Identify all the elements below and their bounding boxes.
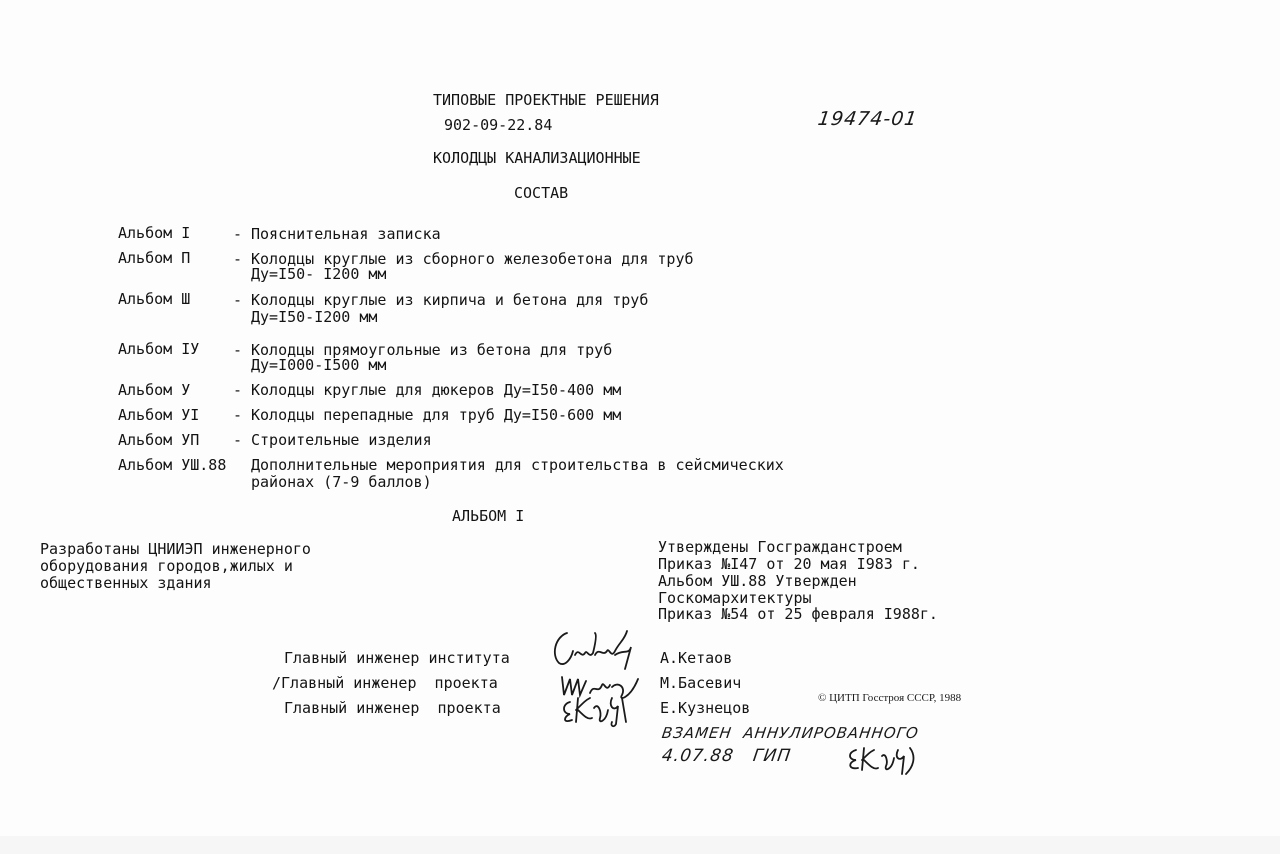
approved-by-line: Утверждены Госгражданстроем [658, 538, 902, 556]
approved-by-line: Приказ №54 от 25 февраля I988г. [658, 605, 938, 623]
album-description: Колодцы перепадные для труб Ду=I50-600 мм [251, 406, 622, 424]
album-dash: - [233, 250, 243, 268]
album-description: Колодцы круглые для дюкеров Ду=I50-400 мм [251, 381, 622, 399]
approved-by-line: Альбом УШ.88 Утвержден [658, 572, 857, 590]
approved-by-line: Госкомархитектуры [658, 589, 812, 607]
album-label: Альбом П [118, 249, 191, 267]
scan-bottom-edge [0, 836, 1280, 854]
album-description: Колодцы круглые из кирпича и бетона для труб [251, 291, 649, 309]
album-description-cont: Ду=I50- I200 мм [251, 265, 387, 283]
handwritten-note-line: ВЗАМЕН АННУЛИРОВАННОГО [660, 724, 921, 742]
album-description: Колодцы круглые из сборного железобетона для труб [251, 250, 694, 268]
signatory-role: Главный инженер проекта [284, 699, 501, 717]
signatory-role: Главный инженер института [284, 649, 510, 667]
signatory-name: Е.Кузнецов [660, 699, 751, 717]
album-description-cont: Ду=I000-I500 мм [251, 356, 387, 374]
current-album-heading: АЛЬБОМ I [452, 507, 525, 525]
album-description-cont: Ду=I50-I200 мм [251, 308, 378, 326]
signatory-name: А.Кетаов [660, 649, 733, 667]
handwritten-document-number: 19474-01 [816, 108, 920, 130]
signature-chief-engineer-project-2 [556, 688, 646, 728]
album-dash: - [233, 291, 243, 309]
album-description-cont: районах (7-9 баллов) [251, 473, 432, 491]
signatory-role: /Главный инженер проекта [272, 674, 498, 692]
developed-by-line: Разработаны ЦНИИЭП инженерного [40, 540, 311, 558]
developed-by-line: общественных здания [40, 574, 212, 592]
album-description: Дополнительные мероприятия для строительства в сейсмических [251, 456, 784, 474]
album-description: Строительные изделия [251, 431, 432, 449]
album-label: Альбом I [118, 224, 191, 242]
document-series-title: ТИПОВЫЕ ПРОЕКТНЫЕ РЕШЕНИЯ [433, 91, 659, 109]
developed-by-line: оборудования городов,жилых и [40, 557, 293, 575]
album-label: Альбом У [118, 381, 191, 399]
album-dash: - [233, 225, 243, 243]
contents-heading: СОСТАВ [514, 184, 569, 202]
album-description: Колодцы прямоугольные из бетона для труб [251, 341, 613, 359]
album-label: Альбом УI [118, 406, 200, 424]
handwritten-note-line: 4.07.88 ГИП [660, 746, 793, 766]
album-description: Пояснительная записка [251, 225, 441, 243]
album-dash: - [233, 341, 243, 359]
signatory-name: М.Басевич [660, 674, 742, 692]
document-subject: КОЛОДЦЫ КАНАЛИЗАЦИОННЫЕ [433, 149, 641, 167]
album-dash: - [233, 406, 243, 424]
album-label: Альбом УШ.88 [118, 456, 227, 474]
approved-by-line: Приказ №I47 от 20 мая I983 г. [658, 555, 920, 573]
album-dash: - [233, 381, 243, 399]
album-label: Альбом IУ [118, 340, 200, 358]
copyright-notice: © ЦИТП Госстроя СССР, 1988 [818, 692, 962, 704]
handwritten-gip-signature [842, 742, 922, 778]
album-dash: - [233, 431, 243, 449]
project-code: 902-09-22.84 [444, 116, 553, 134]
album-label: Альбом УП [118, 431, 200, 449]
album-label: Альбом Ш [118, 290, 191, 308]
